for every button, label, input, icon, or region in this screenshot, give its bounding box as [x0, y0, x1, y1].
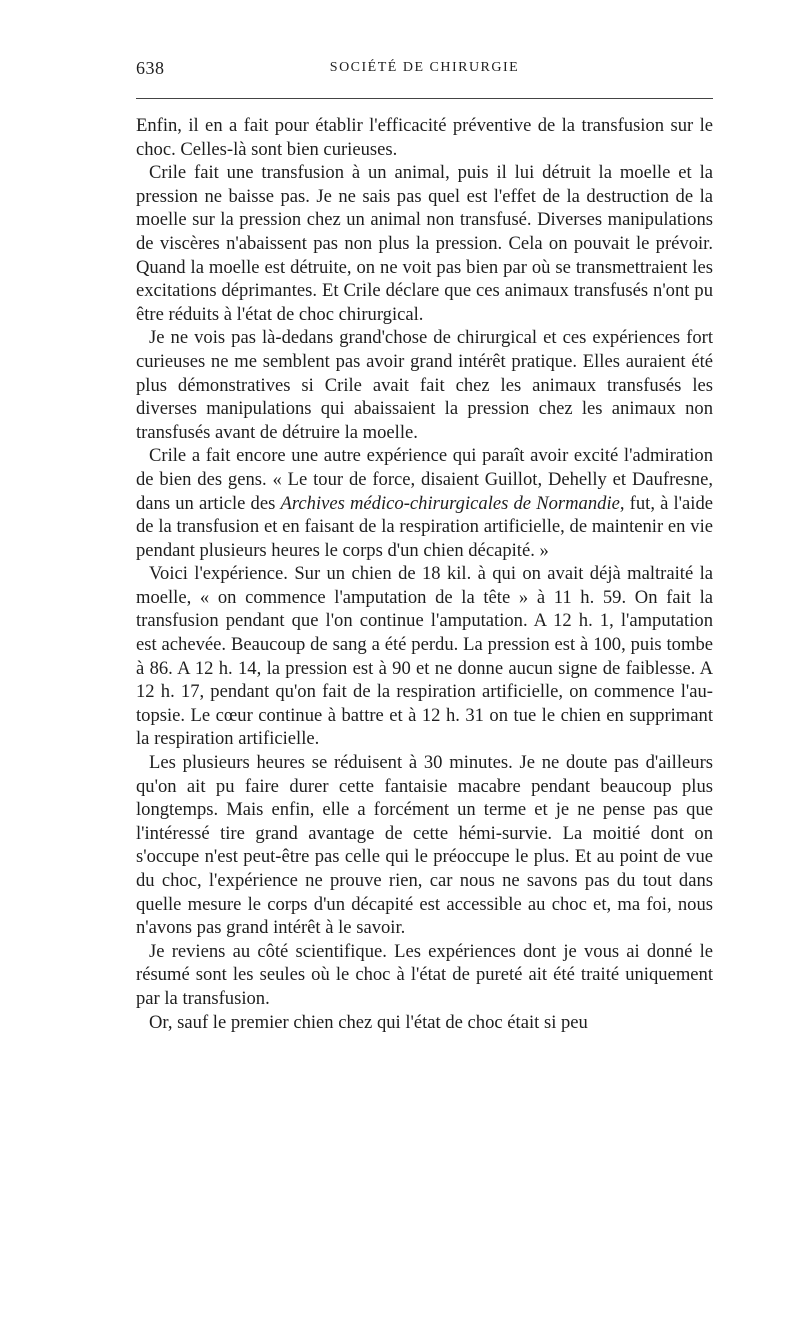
body-text [136, 114, 713, 1034]
paragraph: Les plusieurs heures se réduisent à 30 minutes. Je ne doute pas d'ailleurs qu'on ait pu faire durer cette fantaisie macabre pendant beaucoup plus longtemps. Mais enfin, elle a forcément un terme et je ne pense pas que l'intéressé tire grand avantage de cette hémi-survie. La moitié dont on s'occupe n'est peut-être pas celle qui le préoccupe le plus. Et au point de vue du choc, l'expérience ne prouve rien, car nous ne savons pas du tout dans quelle mesure le corps d'un décapité est accessible au choc et, ma foi, nous n'avons pas grand intérêt à le savoir. [136, 752, 713, 939]
paragraph: Or, sauf le premier chien chez qui l'état de choc était si peu [149, 1011, 588, 1033]
paragraph: Enfin, il en a fait pour établir l'efficacité préventive de la transfusion sur le choc. Celles-là sont bien curieuses. [136, 115, 713, 160]
running-title: SOCIÉTÉ DE CHIRURGIE [329, 60, 520, 75]
paragraph: Je reviens au côté scientifique. Les expériences dont je vous ai donné le résumé sont les seules où le choc à l'état de pureté ait été traité uniquement par la transfusion. [136, 940, 713, 1009]
journal-title: Archives médico-chirurgicales de Normandie [280, 492, 620, 514]
page-number: 638 [136, 58, 165, 78]
paragraph-text: , fut, à l'aide de la transfusion et en faisant de la respiration artificielle, de maintenir en vie pendant plusieurs heures le corps d'un chien décapité. » [136, 492, 713, 561]
paragraph: Je ne vois pas là-dedans grand'chose de chirurgical et ces expériences fort curieuses ne me semblent pas avoir grand intérêt pratique. Elles auraient été plus démonstratives si Crile avait fait chez les animaux transfusés les diverses manipulations qui abaissaient la pression chez les animaux non transfusés avant de détruire la moelle. [136, 327, 713, 443]
paragraph-text: Crile a fait encore une autre expérience qui paraît avoir excité l'admiration de bien des gens. « Le tour de force, disaient Guillot, Dehelly et Daufresne, dans un article des [136, 445, 713, 514]
paragraph: Crile fait une transfusion à un animal, puis il lui détruit la moelle et la pression ne baisse pas. Je ne sais pas quel est l'effet de la destruction de la moelle sur la pression chez un animal non transfusé. Diverses manipulations de viscères n'abaissent pas non plus la pression. Cela on pouvait le prévoir. Quand la moelle est détruite, on ne voit pas bien par où se transmettraient les excitations déprimantes. Et Crile déclare que ces animaux transfusés n'ont pu être réduits à l'état de choc chirurgical. [136, 162, 713, 325]
paragraph [136, 444, 713, 562]
paragraph: Voici l'expérience. Sur un chien de 18 kil. à qui on avait déjà maltraité la moelle, « on commence l'amputation de la tête » à 11 h. 59. On fait la transfusion pendant que l'on continue l'amputation. A 12 h. 1, l'amputation est achevée. Beaucoup de sang a été perdu. La pression est à 100, puis tombe à 86. A 12 h. 14, la pression est à 90 et ne donne aucun signe de faiblesse. A 12 h. 17, pendant qu'on fait de la respiration artificielle, on commence l'autopsie. Le cœur continue à battre et à 12 h. 31 on tue le chien en supprimant la respiration artificielle. [136, 563, 713, 750]
page-header [136, 58, 713, 86]
header-rule [136, 98, 713, 99]
